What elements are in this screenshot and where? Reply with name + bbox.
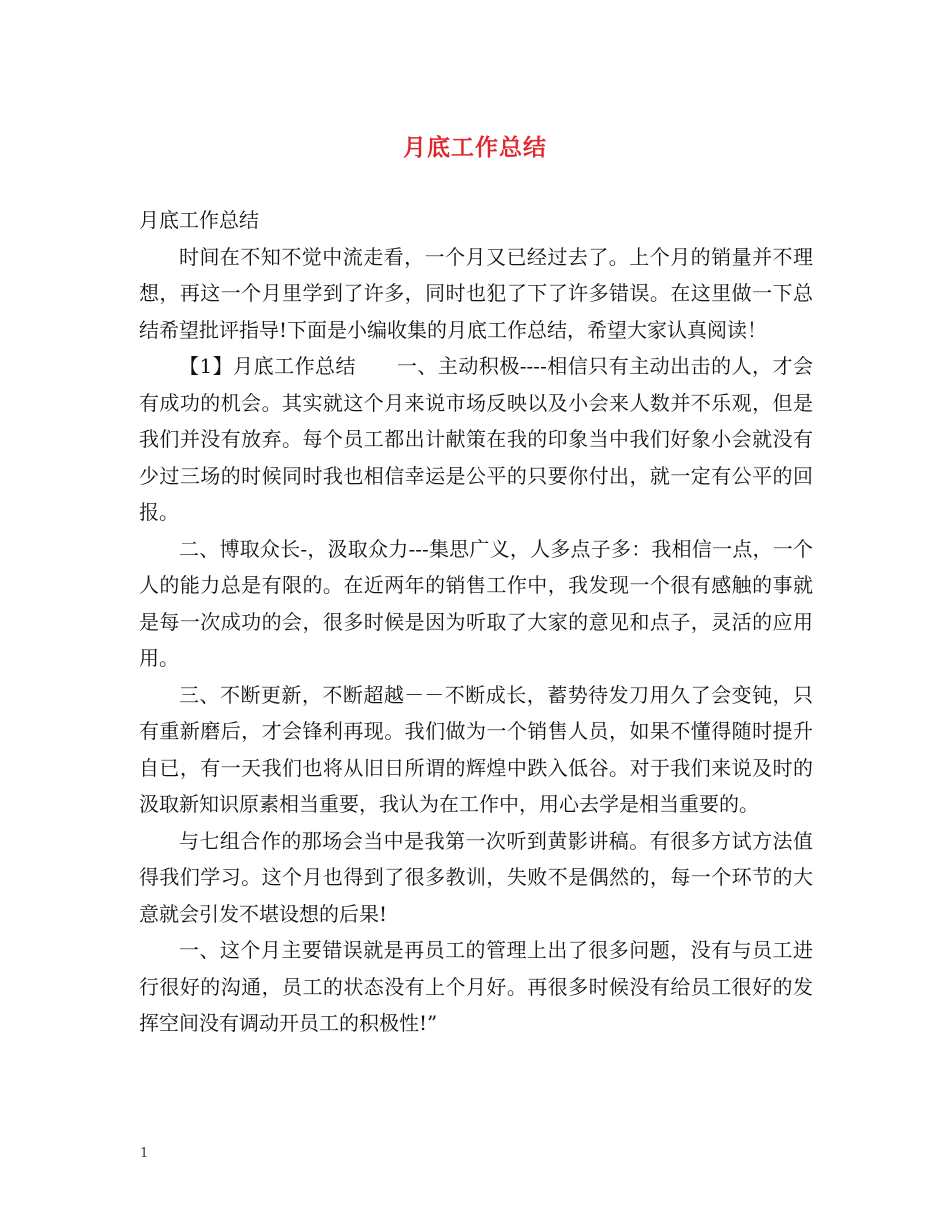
paragraph-cooperation: 与七组合作的那场会当中是我第一次听到黄影讲稿。有很多方试方法值得我们学习。这个月也得到了很多教训，失败不是偶然的，每一个环节的大意就会引发不堪设想的后果!	[139, 828, 813, 926]
paragraph-section-3: 三、不断更新，不断超越－－不断成长，蓄势待发刀用久了会变钝，只有重新磨后，才会锋利再现。我们做为一个销售人员，如果不懂得随时提升自已，有一天我们也将从旧日所谓的辉煌中跌入低谷。对于我们来说及时的汲取新知识原素相当重要，我认为在工作中，用心去学是相当重要的。	[139, 682, 813, 816]
page-number: 1	[140, 1146, 149, 1161]
paragraph-intro: 时间在不知不觉中流走看，一个月又已经过去了。上个月的销量并不理想，再这一个月里学到了许多，同时也犯了下了许多错误。在这里做一下总结希望批评指导!下面是小编收集的月底工作总结，希望大家认真阅读！	[139, 244, 813, 342]
paragraph-mistakes: 一、这个月主要错误就是再员工的管理上出了很多问题，没有与员工进行很好的沟通，员工的状态没有上个月好。再很多时候没有给员工很好的发挥空间没有调动开员工的积极性!”	[139, 938, 813, 1035]
paragraph-section-1: 【1】月底工作总结 一、主动积极----相信只有主动出击的人，才会有成功的机会。其实就这个月来说市场反映以及小会来人数并不乐观，但是我们并没有放弃。每个员工都出计献策在我的印象当中我们好象小会就没有少过三场的时候同时我也相信幸运是公平的只要你付出，就一定有公平的回报。	[139, 354, 813, 524]
document-subtitle: 月底工作总结	[139, 208, 259, 232]
document-body	[139, 202, 813, 1042]
paragraph-section-2: 二、博取众长-，汲取众力---集思广义，人多点子多：我相信一点，一个人的能力总是有限的。在近两年的销售工作中，我发现一个很有感触的事就是每一次成功的会，很多时候是因为听取了大家的意见和点子，灵活的应用用。	[139, 536, 813, 670]
document-title: 月底工作总结	[403, 134, 547, 161]
